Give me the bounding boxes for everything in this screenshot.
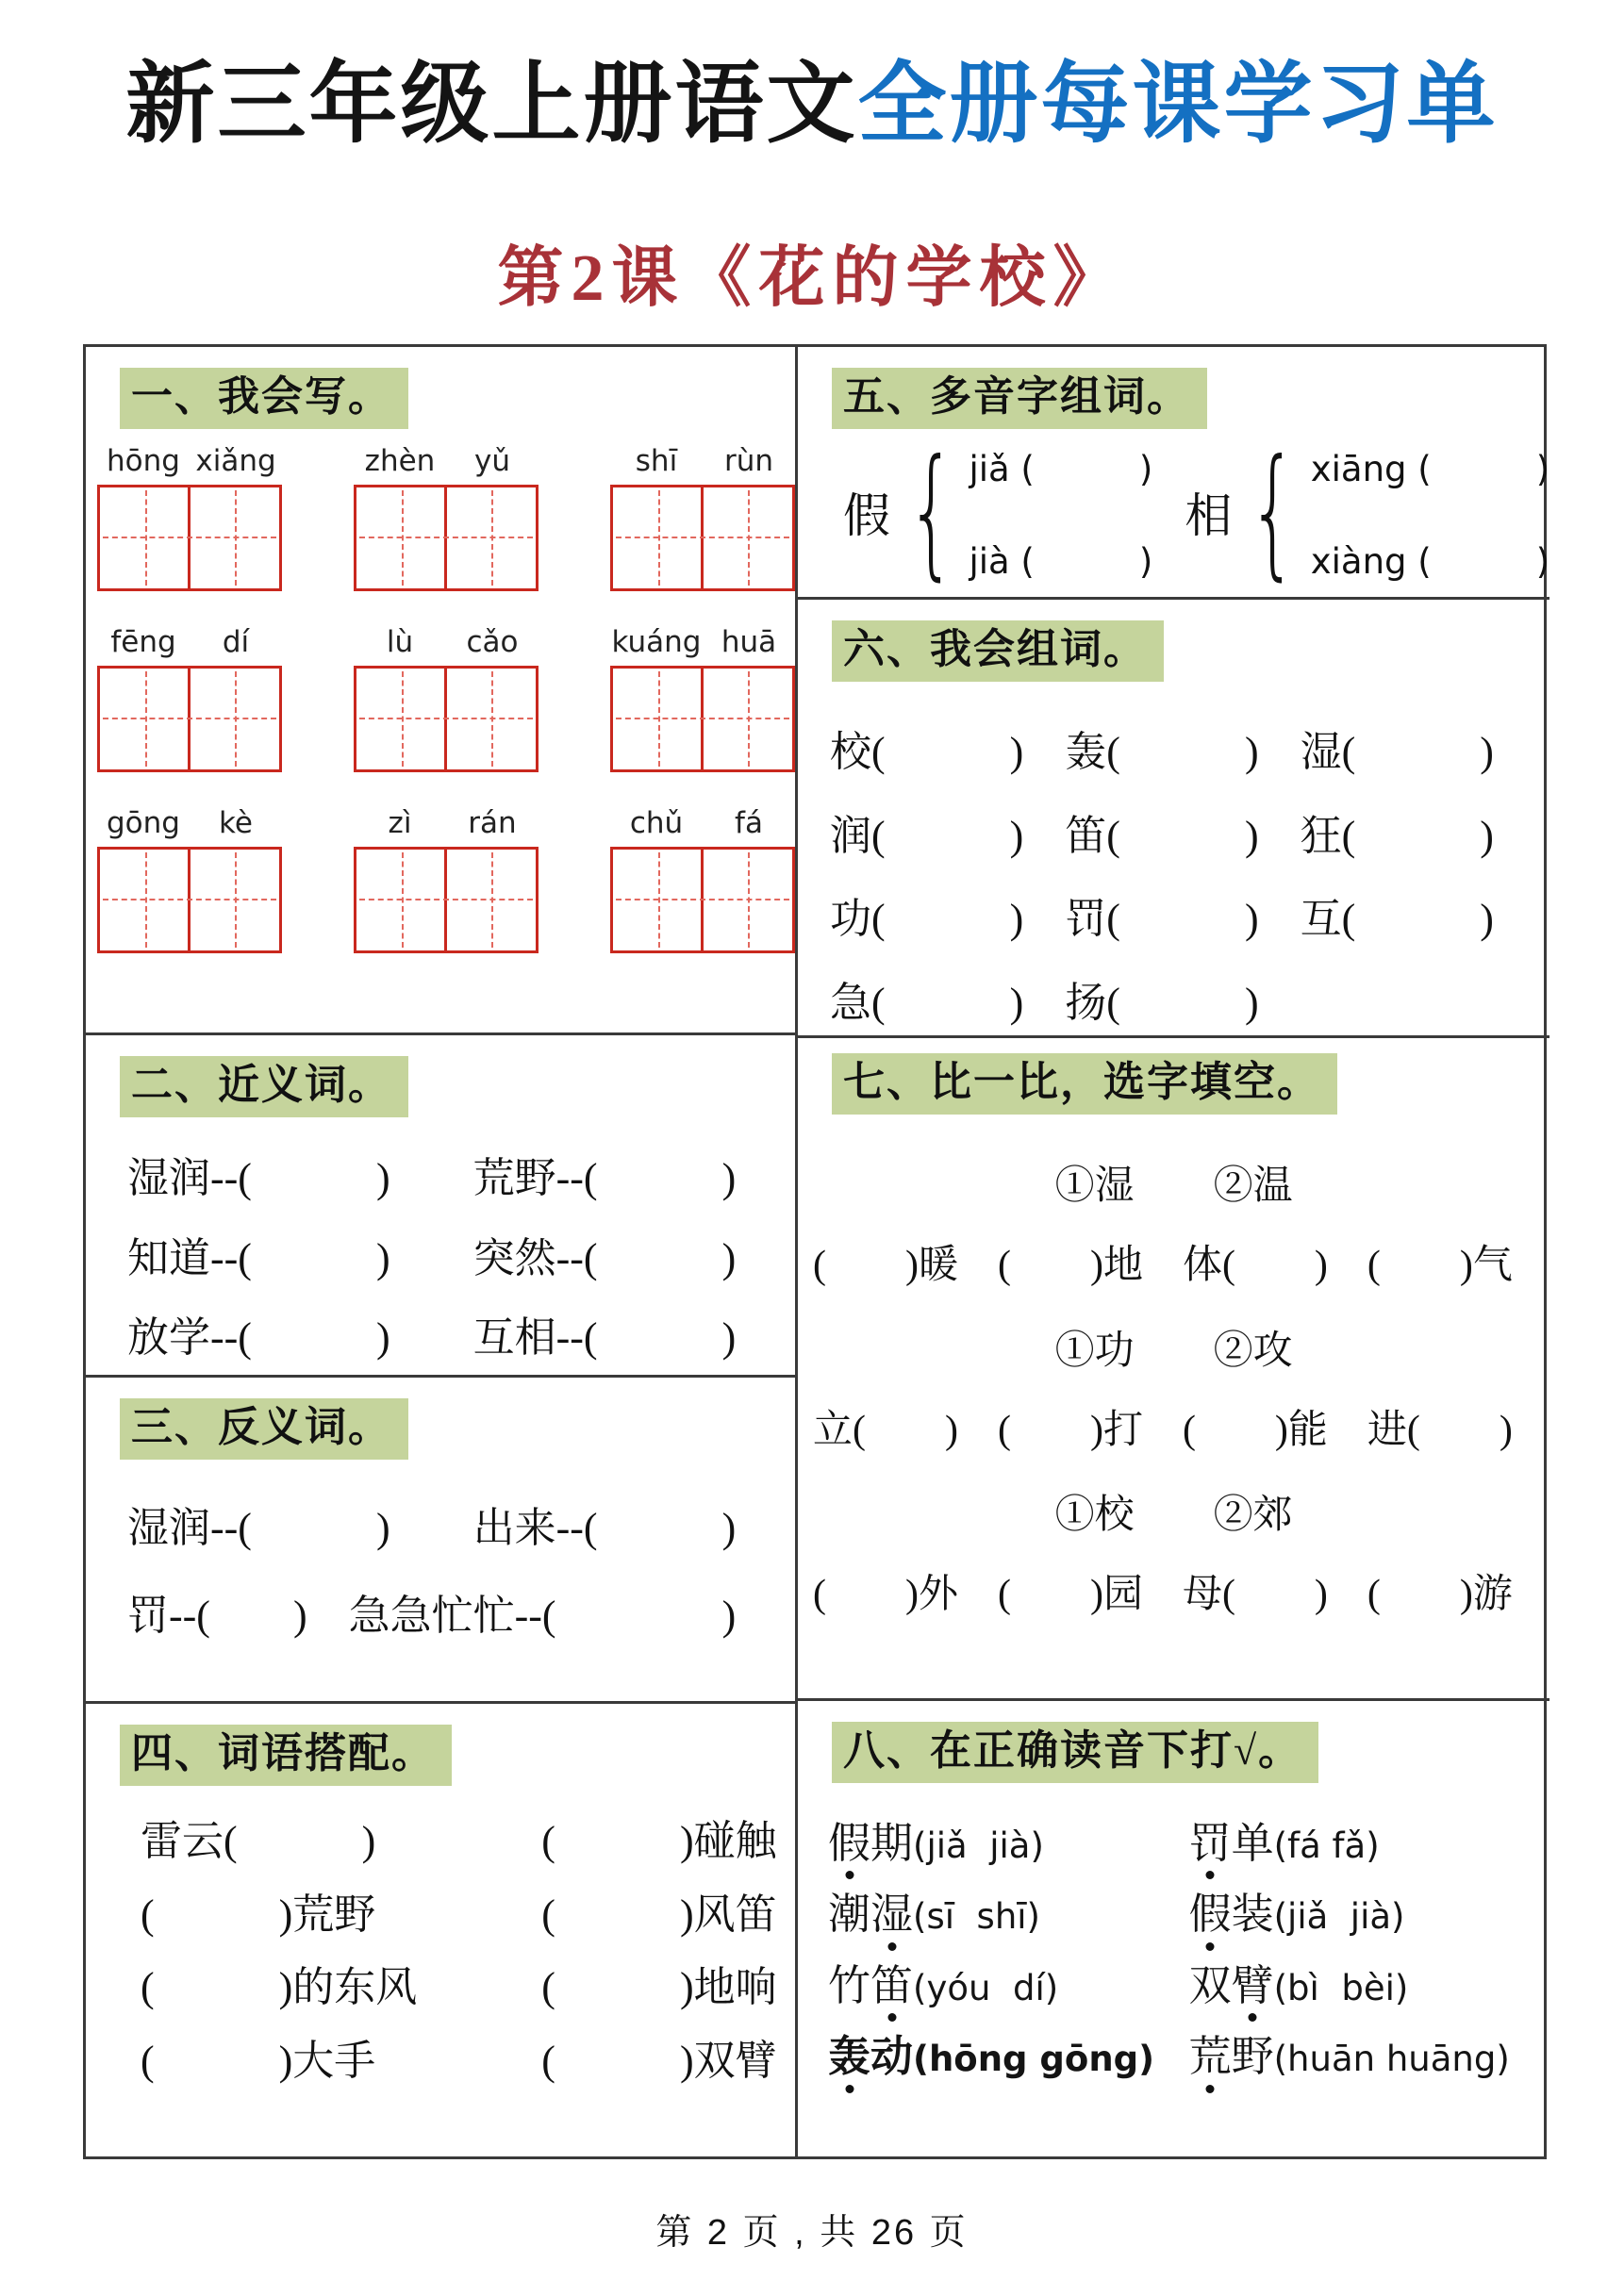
word-char: 动 xyxy=(870,2033,914,2081)
write-grid-group xyxy=(610,444,795,591)
section-form-words-header: 六、我会组词。 xyxy=(832,620,1164,682)
pinyin-syllable: dí xyxy=(222,624,250,659)
writing-grid-box xyxy=(354,847,539,953)
polyphone-reading-blank: xiàng ( ) xyxy=(1310,540,1550,582)
section-form-words xyxy=(798,600,1549,1038)
word-char: 期 xyxy=(870,1819,914,1867)
pronunciation-item xyxy=(1189,2034,1550,2081)
pinyin-syllable: gōng xyxy=(107,805,180,840)
word-char: 笛 xyxy=(870,1961,914,2009)
lesson-subtitle: 第2课《花的学校》 xyxy=(497,242,1127,315)
write-grid-row xyxy=(86,806,795,953)
antonyms-lines xyxy=(86,1505,795,1640)
pronunciation-item xyxy=(1189,1891,1550,1939)
blank-line: ( )荒野 ( )风笛 xyxy=(141,1891,777,1938)
blank-line: 湿润--( ) 荒野--( ) xyxy=(127,1154,737,1201)
pinyin-label xyxy=(97,806,282,840)
pinyin-choices: (hōng gōng) xyxy=(913,2039,1155,2080)
blank-line: 润( ) 笛( ) 狂( ) xyxy=(830,812,1494,859)
write-grid-group xyxy=(97,806,282,953)
writing-grid-box xyxy=(97,666,282,772)
blank-line: 雷云( ) ( )碰触 xyxy=(141,1817,777,1864)
write-grid-group xyxy=(354,444,539,591)
writing-grid-box xyxy=(610,666,795,772)
page-title xyxy=(0,58,1624,152)
pinyin-syllable: shī xyxy=(635,443,678,478)
brace-icon: { xyxy=(1248,429,1299,594)
fill-blank-line: ( )外 ( )园 母( ) ( )游 xyxy=(813,1573,1513,1617)
pronunciation-word xyxy=(828,1891,913,1938)
blank-line: 湿润--( ) 出来--( ) xyxy=(127,1504,737,1551)
pronunciation-items xyxy=(798,1796,1549,2081)
write-grid xyxy=(86,444,795,953)
pinyin-syllable: xiǎng xyxy=(195,443,276,478)
pinyin-syllable: zhèn xyxy=(364,443,436,478)
word-char: 轰 xyxy=(828,2033,871,2081)
compare-lines xyxy=(798,1164,1549,1618)
write-grid-group xyxy=(354,806,539,953)
fill-blank-line: 立( ) ( )打 ( )能 进( ) xyxy=(813,1408,1513,1452)
word-char: 臂 xyxy=(1231,1961,1274,2009)
grid-guide-line xyxy=(103,537,276,538)
section-pronunciation-header: 八、在正确读音下打√。 xyxy=(832,1722,1318,1783)
write-grid-group xyxy=(354,625,539,772)
fill-blank-line: ( )暖 ( )地 体( ) ( )气 xyxy=(813,1244,1513,1288)
polyphone-groups xyxy=(798,429,1550,594)
blank-line: ( )大手 ( )双臂 xyxy=(141,2037,777,2084)
pronunciation-item xyxy=(828,1891,1189,1939)
pronunciation-word xyxy=(1189,1820,1274,1867)
pinyin-choices: (sī shī) xyxy=(913,1896,1040,1938)
word-char: 单 xyxy=(1231,1819,1274,1867)
pinyin-syllable: huā xyxy=(721,624,777,659)
pinyin-choices: (fá fǎ) xyxy=(1273,1825,1380,1866)
section-compare xyxy=(798,1038,1549,1701)
write-grid-row xyxy=(86,444,795,591)
page-title-black-part: 新三年级上册语文 xyxy=(125,56,858,154)
pinyin-syllable: chǔ xyxy=(629,805,684,840)
brace-icon: { xyxy=(906,429,956,594)
writing-grid-box xyxy=(354,666,539,772)
form-words-lines xyxy=(798,729,1549,1027)
grid-guide-line xyxy=(616,899,789,900)
section-synonyms-header: 二、近义词。 xyxy=(120,1056,408,1117)
pinyin-label xyxy=(354,444,539,478)
section-polyphone xyxy=(798,347,1549,600)
page-number-footer: 第 2 页 , 共 26 页 xyxy=(655,2213,969,2253)
section-polyphone-header: 五、多音字组词。 xyxy=(832,368,1207,429)
pinyin-choices: (jiǎ jià) xyxy=(1273,1896,1405,1938)
pinyin-syllable: yǔ xyxy=(474,443,510,478)
word-char: 荒 xyxy=(1188,2033,1232,2081)
writing-grid-box xyxy=(97,485,282,591)
pinyin-syllable: lù xyxy=(386,624,414,659)
pinyin-syllable: cǎo xyxy=(466,624,519,659)
word-char: 野 xyxy=(1231,2033,1274,2081)
word-char: 潮 xyxy=(828,1891,871,1939)
writing-grid-box xyxy=(610,847,795,953)
grid-guide-line xyxy=(103,718,276,719)
grid-guide-line xyxy=(359,537,533,538)
polyphone-readings xyxy=(969,440,1152,584)
pronunciation-word xyxy=(828,2033,913,2080)
pinyin-label xyxy=(97,625,282,659)
pinyin-label xyxy=(610,806,795,840)
writing-grid-box xyxy=(97,847,282,953)
grid-guide-line xyxy=(616,537,789,538)
section-collocation xyxy=(86,1704,795,2156)
word-char: 装 xyxy=(1231,1891,1274,1939)
polyphone-readings xyxy=(1311,440,1549,584)
polyphone-group xyxy=(843,429,1153,594)
write-grid-group xyxy=(610,806,795,953)
option-line: ①湿 ②温 xyxy=(1054,1164,1293,1208)
write-grid-group xyxy=(97,625,282,772)
page-title-blue-part: 全册每课学习单 xyxy=(857,56,1499,154)
pinyin-syllable: fēng xyxy=(110,624,176,659)
write-grid-group xyxy=(610,625,795,772)
grid-guide-line xyxy=(359,718,533,719)
pronunciation-word xyxy=(1189,1962,1274,2009)
blank-line: 罚--( ) 急急忙忙--( ) xyxy=(127,1592,737,1639)
section-collocation-header: 四、词语搭配。 xyxy=(120,1725,452,1786)
pronunciation-item xyxy=(828,1821,1189,1868)
worksheet-table xyxy=(83,344,1550,2159)
section-antonyms-header: 三、反义词。 xyxy=(120,1398,408,1460)
synonyms-lines xyxy=(86,1155,795,1363)
pinyin-label xyxy=(97,444,282,478)
word-char: 假 xyxy=(1188,1891,1232,1939)
collocation-lines xyxy=(86,1818,795,2085)
pronunciation-item xyxy=(828,2034,1189,2081)
pronunciation-word xyxy=(828,1820,913,1867)
pinyin-choices: (yóu dí) xyxy=(913,1967,1059,2008)
polyphone-group xyxy=(1185,429,1550,594)
polyphone-character: 假 xyxy=(843,488,890,542)
option-line: ①功 ②攻 xyxy=(1054,1329,1293,1373)
write-grid-group xyxy=(97,444,282,591)
polyphone-character: 相 xyxy=(1185,488,1233,542)
pinyin-label xyxy=(610,625,795,659)
pinyin-choices: (jiǎ jià) xyxy=(913,1825,1044,1866)
option-line: ①校 ②郊 xyxy=(1054,1494,1293,1538)
pronunciation-word xyxy=(1189,2033,1274,2080)
blank-line: 校( ) 轰( ) 湿( ) xyxy=(830,728,1494,775)
pronunciation-item xyxy=(828,1963,1189,2010)
pinyin-syllable: zì xyxy=(388,805,412,840)
section-synonyms xyxy=(86,1035,795,1378)
pinyin-syllable: kè xyxy=(219,805,253,840)
section-compare-header: 七、比一比，选字填空。 xyxy=(832,1053,1337,1115)
word-char: 竹 xyxy=(828,1961,871,2009)
section-write-header: 一、我会写。 xyxy=(120,368,408,429)
writing-grid-box xyxy=(354,485,539,591)
writing-grid-box xyxy=(610,485,795,591)
word-char: 双 xyxy=(1188,1961,1232,2009)
pinyin-label xyxy=(354,625,539,659)
polyphone-reading-blank: xiāng ( ) xyxy=(1310,448,1550,489)
word-char: 罚 xyxy=(1188,1819,1232,1867)
pinyin-syllable: hōng xyxy=(107,443,180,478)
pinyin-label xyxy=(610,444,795,478)
blank-line: ( )的东风 ( )地响 xyxy=(141,1964,777,2011)
polyphone-reading-blank: jià ( ) xyxy=(969,540,1153,582)
grid-guide-line xyxy=(359,899,533,900)
pronunciation-word xyxy=(1189,1891,1274,1938)
pinyin-syllable: fá xyxy=(735,805,763,840)
blank-line: 知道--( ) 突然--( ) xyxy=(127,1234,737,1281)
pinyin-choices: (huān huāng) xyxy=(1273,2039,1510,2080)
pronunciation-word xyxy=(828,1962,913,2009)
pinyin-choices: (bì bèi) xyxy=(1273,1967,1409,2008)
grid-guide-line xyxy=(103,899,276,900)
section-antonyms xyxy=(86,1378,795,1704)
section-pronunciation xyxy=(798,1701,1549,2156)
blank-line: 功( ) 罚( ) 互( ) xyxy=(830,896,1494,943)
write-grid-row xyxy=(86,625,795,772)
pinyin-syllable: rán xyxy=(468,805,517,840)
polyphone-reading-blank: jiǎ ( ) xyxy=(969,448,1153,489)
pinyin-syllable: rùn xyxy=(723,443,774,478)
table-left-column xyxy=(86,347,798,2156)
pronunciation-item xyxy=(1189,1821,1550,1868)
pinyin-syllable: kuáng xyxy=(611,624,702,659)
grid-guide-line xyxy=(616,718,789,719)
blank-line: 急( ) 扬( ) xyxy=(830,979,1259,1026)
pinyin-label xyxy=(354,806,539,840)
word-char: 湿 xyxy=(870,1891,914,1939)
word-char: 假 xyxy=(828,1819,871,1867)
pronunciation-item xyxy=(1189,1963,1550,2010)
table-right-column xyxy=(798,347,1549,2156)
section-write xyxy=(86,347,795,1035)
blank-line: 放学--( ) 互相--( ) xyxy=(127,1314,737,1362)
